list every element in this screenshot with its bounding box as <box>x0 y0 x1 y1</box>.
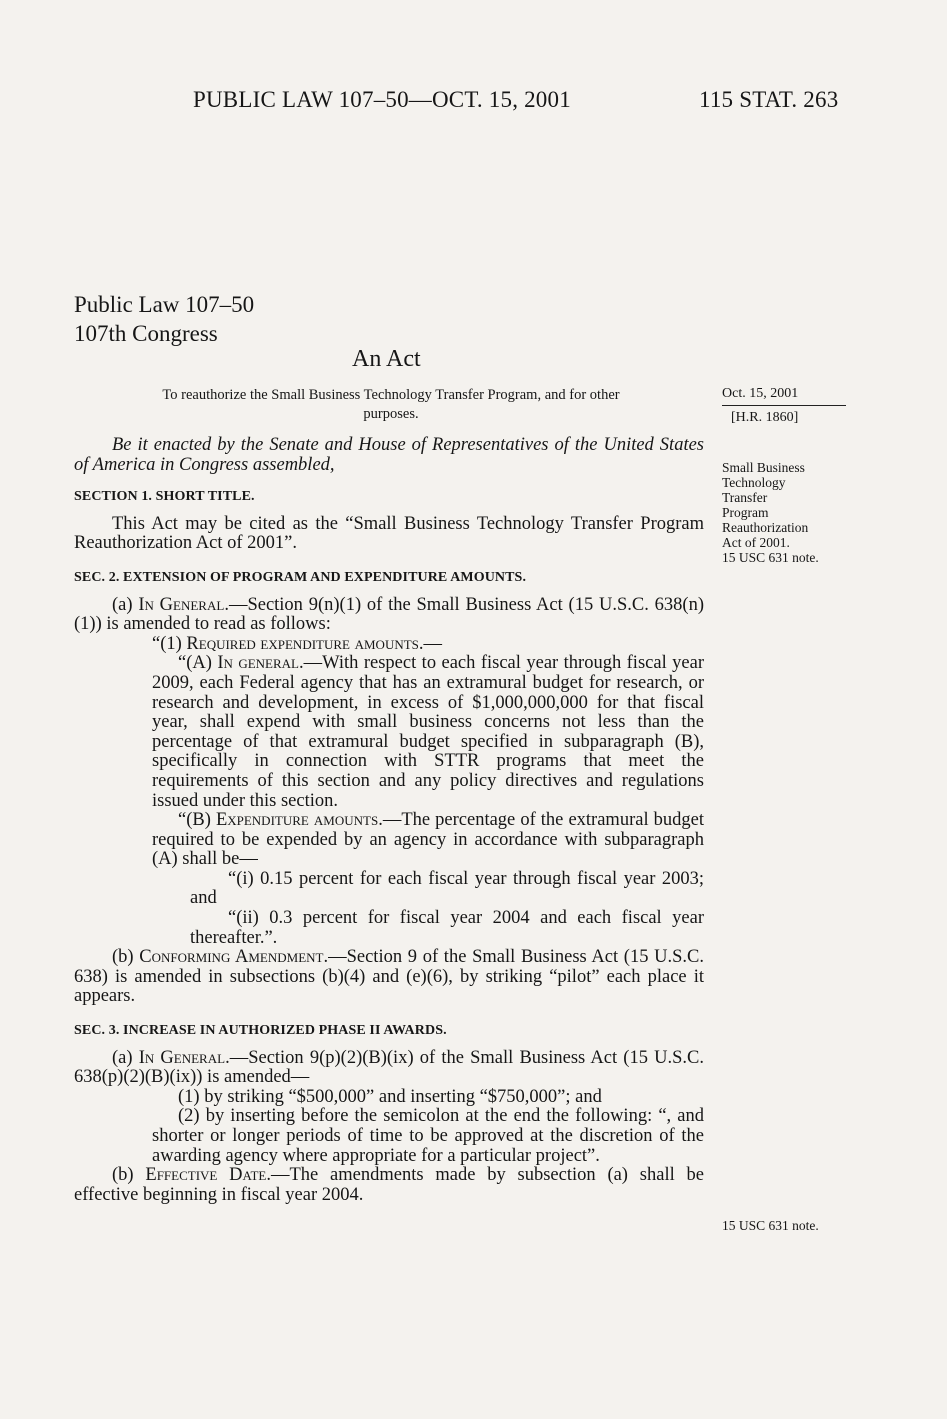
section-3-subsection-b <box>74 1166 704 1205</box>
section-3-paragraph-2: (2) by inserting before the semicolon at the end the following: “, and shorter or longer periods of time to be approved at the discretion of the awarding agency where appropriate for a particular project”. <box>152 1106 704 1166</box>
text: .—The percentage of the extramural budget required to be expended by an agency in accordance with subparagraph (A) shall be— <box>152 810 704 870</box>
margin-note-effective-date: 15 USC 631 note. <box>722 1218 819 1233</box>
caption: In General <box>138 594 225 615</box>
text: .—Section 9 of the Small Business Act (15 U.S.C. 638) is amended in subsections (b)(4) and (e)(6), by striking “pilot” each place it appears. <box>74 947 704 1007</box>
label: (a) <box>112 1047 139 1068</box>
section-2-clause-ii: “(ii) 0.3 percent for fiscal year 2004 and each fiscal year thereafter.”. <box>190 908 704 948</box>
margin-note-line: 15 USC 631 note. <box>722 550 819 565</box>
margin-note-line: Small Business <box>722 460 805 475</box>
label: “(B) <box>178 810 216 831</box>
caption: In General <box>138 1047 226 1068</box>
caption: In general <box>217 653 300 674</box>
document-body <box>74 436 704 1205</box>
label: “(1) <box>152 633 187 654</box>
section-2-paragraph-1 <box>74 635 704 655</box>
section-2-subparagraph-a <box>74 654 704 811</box>
caption: Required expenditure amounts <box>186 633 419 654</box>
label: “(A) <box>178 653 218 674</box>
caption: Effective Date <box>145 1165 267 1186</box>
section-3-paragraph-1: (1) by striking “$500,000” and inserting “$750,000”; and <box>178 1086 602 1107</box>
section-2-subparagraph-b <box>74 811 704 870</box>
an-act-heading: An Act <box>352 346 421 372</box>
label: (b) <box>112 1165 146 1186</box>
text: .—The amendments made by subsection (a) shall be effective beginning in fiscal year 2004. <box>74 1165 704 1205</box>
bill-number: [H.R. 1860] <box>731 410 799 425</box>
label: (b) <box>112 947 140 968</box>
running-header-left: PUBLIC LAW 107–50—OCT. 15, 2001 <box>193 87 571 112</box>
sidebar-date-block <box>722 386 846 426</box>
text: .—With respect to each fiscal year through fiscal year 2009, each Federal agency that has an extramural budget for research, or research and development, in excess of $1,000,000,000 for that fiscal year, shall expend with small business concerns not less than the percentage of that extramural budget specified in subparagraph (B), specifically in connection with STTR programs that meet the requirements of this section and any policy directives and regulations issued under this section. <box>152 653 704 811</box>
caption: Expenditure amounts <box>215 810 379 831</box>
section-2-heading: SEC. 2. EXTENSION OF PROGRAM AND EXPENDITURE AMOUNTS. <box>74 569 527 585</box>
margin-note-line: Transfer <box>722 490 768 505</box>
public-law-title: Public Law 107–50 <box>74 292 255 317</box>
margin-note-line: Technology <box>722 475 786 490</box>
congress-title: 107th Congress <box>74 321 218 346</box>
section-1-heading: SECTION 1. SHORT TITLE. <box>74 489 255 505</box>
section-2-subsection-a <box>74 596 704 635</box>
margin-note-line: Program <box>722 505 769 520</box>
margin-note-line: Reauthorization <box>722 520 809 535</box>
margin-note-line: Act of 2001. <box>722 535 790 550</box>
section-2-clause-i: “(i) 0.15 percent for each fiscal year through fiscal year 2003; and <box>190 868 704 909</box>
section-2-subsection-b <box>74 948 704 1007</box>
section-1-text: This Act may be cited as the “Small Business Technology Transfer Program Reauthorization Act of 2001”. <box>74 513 704 554</box>
text: .—Section 9(n)(1) of the Small Business Act (15 U.S.C. 638(n)(1)) is amended to read as follows: <box>74 594 704 635</box>
section-3-heading: SEC. 3. INCREASE IN AUTHORIZED PHASE II AWARDS. <box>74 1023 447 1039</box>
purpose-line-1: To reauthorize the Small Business Technology Transfer Program, and for other <box>162 387 620 403</box>
running-header-page-number: 115 STAT. 263 <box>699 87 839 112</box>
act-purpose <box>96 386 686 424</box>
caption: Conforming Amendment <box>139 947 324 968</box>
margin-note-short-title <box>722 460 852 565</box>
purpose-line-2: purposes. <box>363 406 419 422</box>
text: .—Section 9(p)(2)(B)(ix) of the Small Business Act (15 U.S.C. 638(p)(2)(B)(ix)) is amended— <box>74 1047 704 1088</box>
enactment-date: Oct. 15, 2001 <box>722 386 846 406</box>
label: (a) <box>112 594 139 615</box>
text: .— <box>418 633 443 654</box>
section-3-subsection-a <box>74 1049 704 1088</box>
enacting-clause: Be it enacted by the Senate and House of Representatives of the United States of America in Congress assembled, <box>74 435 704 475</box>
